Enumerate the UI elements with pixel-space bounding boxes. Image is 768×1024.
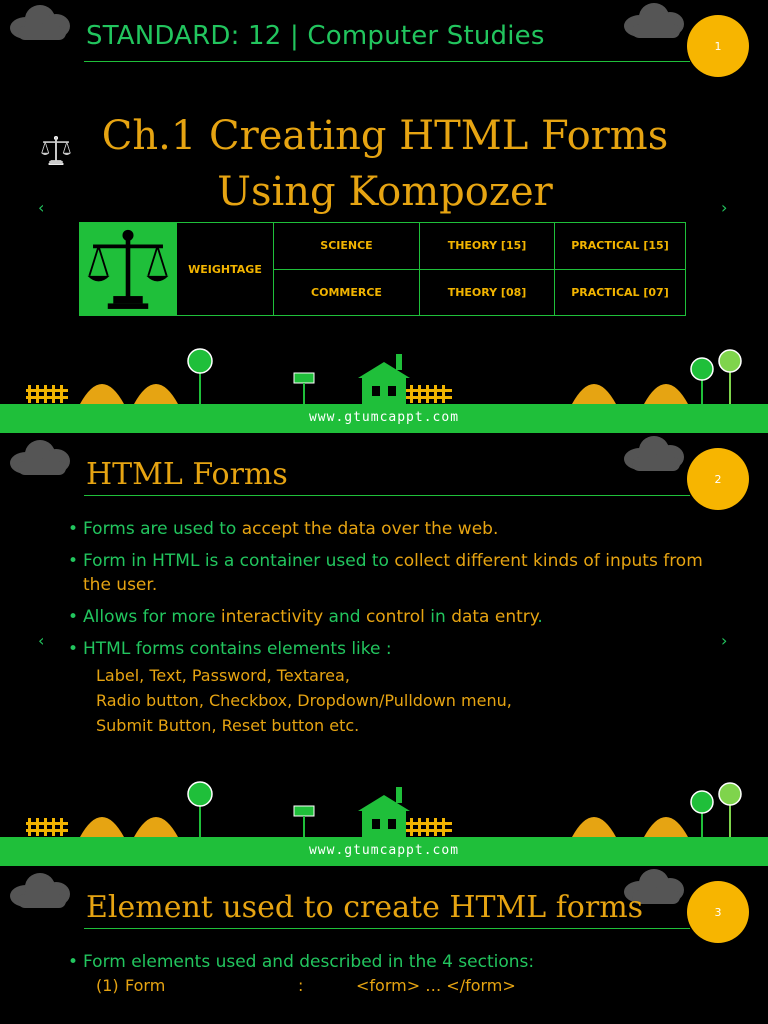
bullet-text: Form in HTML is a container used to xyxy=(83,551,395,571)
bullet-text-highlight: collect different kinds of inputs from the user. xyxy=(83,551,703,595)
row-separator: : xyxy=(298,976,304,995)
table-cell: PRACTICAL [07] xyxy=(555,269,686,316)
bullet-text-highlight: data entry xyxy=(451,607,538,627)
weightage-table xyxy=(79,222,686,316)
slide-3[interactable] xyxy=(0,866,768,1024)
bullet-text: Form elements used and described in the 4 sections: xyxy=(83,952,535,972)
bullet-item xyxy=(68,517,708,541)
row-tag: <form> … </form> xyxy=(356,976,516,995)
weightage-logo-cell xyxy=(80,223,177,316)
bullet-text: . xyxy=(537,607,543,627)
row-index: (1) xyxy=(96,976,119,995)
bullet-item xyxy=(68,549,708,597)
bullet-list xyxy=(68,950,708,1000)
subline: Radio button, Checkbox, Dropdown/Pulldown menu, xyxy=(96,691,512,710)
table-cell: SCIENCE xyxy=(274,223,420,270)
slide-1[interactable] xyxy=(0,0,768,433)
footer-url[interactable]: www.gtumcappt.com xyxy=(308,410,460,425)
scales-icon-outline xyxy=(38,134,74,166)
form-elements-list xyxy=(68,663,708,738)
landscape-decoration xyxy=(0,348,768,408)
bullet-item xyxy=(68,950,708,974)
bullet-text: Forms are used to xyxy=(83,519,242,539)
table-cell: PRACTICAL [15] xyxy=(555,223,686,270)
bullet-text-highlight: control xyxy=(365,607,425,627)
table-cell: COMMERCE xyxy=(274,269,420,316)
landscape-decoration xyxy=(0,781,768,841)
chapter-title xyxy=(90,108,680,220)
bullet-dot: • xyxy=(68,607,79,627)
cloud-icon xyxy=(6,870,70,914)
prev-slide-arrow[interactable]: ‹ xyxy=(38,631,45,650)
footer-bar xyxy=(0,840,768,866)
next-slide-arrow[interactable]: › xyxy=(721,198,728,217)
slide-number-badge: 2 xyxy=(687,448,749,510)
table-cell: THEORY [08] xyxy=(420,269,555,316)
subline: Label, Text, Password, Textarea, xyxy=(96,666,350,685)
bullet-item xyxy=(68,637,708,661)
row-name: Form xyxy=(125,976,166,995)
slide-2[interactable] xyxy=(0,433,768,866)
bullet-text: Allows for more xyxy=(83,607,221,627)
slide-title: HTML Forms xyxy=(86,457,288,492)
scales-icon xyxy=(82,224,174,312)
bullet-text-highlight: accept the data over the web. xyxy=(241,519,499,539)
bullet-dot: • xyxy=(68,639,79,659)
footer-bar xyxy=(0,407,768,433)
bullet-dot: • xyxy=(68,952,79,972)
form-element-row xyxy=(68,976,708,1000)
bullet-list xyxy=(68,517,708,738)
bullet-dot: • xyxy=(68,519,79,539)
chapter-title-line-1: Ch.1 Creating HTML Forms xyxy=(101,113,669,159)
footer-url[interactable]: www.gtumcappt.com xyxy=(308,843,460,858)
bullet-text-highlight: interactivity xyxy=(220,607,324,627)
divider xyxy=(84,495,690,496)
slide-number-badge: 1 xyxy=(687,15,749,77)
bullet-text: HTML forms contains elements like : xyxy=(83,639,392,659)
standard-heading: STANDARD: 12 | Computer Studies xyxy=(86,21,545,51)
bullet-text: in xyxy=(424,607,452,627)
cloud-icon xyxy=(6,2,70,46)
slide-title: Element used to create HTML forms xyxy=(86,890,644,925)
cloud-icon xyxy=(6,437,70,481)
weightage-label: WEIGHTAGE xyxy=(177,223,274,316)
slide-number-badge: 3 xyxy=(687,881,749,943)
bullet-item xyxy=(68,605,708,629)
chapter-title-line-2: Using Kompozer xyxy=(217,169,553,215)
divider xyxy=(84,61,690,62)
cloud-icon xyxy=(620,0,684,40)
cloud-icon xyxy=(620,433,684,473)
prev-slide-arrow[interactable]: ‹ xyxy=(38,198,45,217)
divider xyxy=(84,928,690,929)
table-cell: THEORY [15] xyxy=(420,223,555,270)
bullet-dot: • xyxy=(68,551,79,571)
subline: Submit Button, Reset button etc. xyxy=(96,716,360,735)
bullet-text: and xyxy=(323,607,366,627)
next-slide-arrow[interactable]: › xyxy=(721,631,728,650)
